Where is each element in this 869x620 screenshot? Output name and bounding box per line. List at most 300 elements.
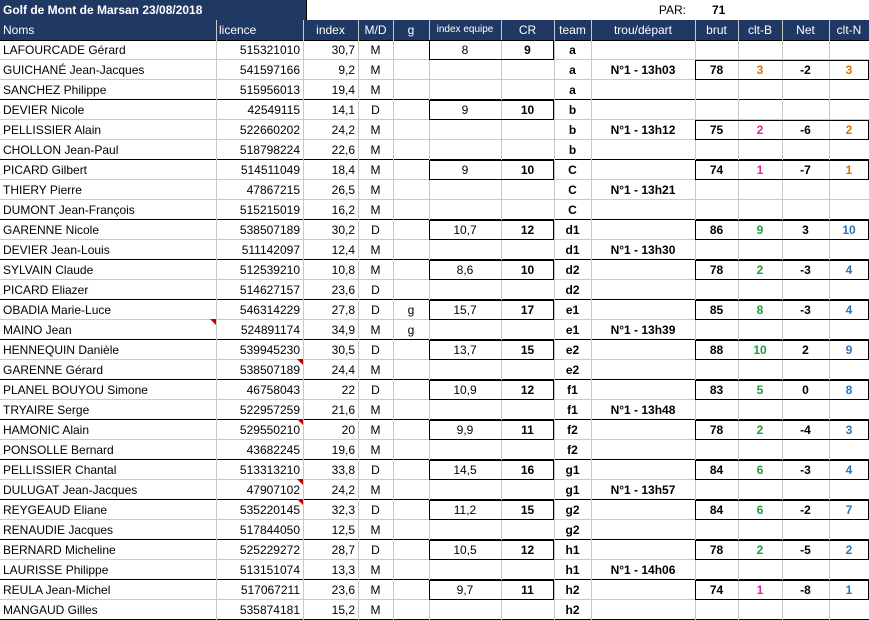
cr-cell — [501, 560, 554, 580]
g-cell — [393, 420, 429, 440]
licence-cell: 43682245 — [246, 443, 300, 457]
column-header: index — [303, 20, 358, 40]
index-cell: 24,2 — [331, 123, 355, 137]
cr-cell — [501, 60, 554, 80]
name-cell: PELLISSIER Chantal — [3, 463, 117, 477]
tee-time-cell — [591, 460, 695, 480]
index-cell: 27,8 — [331, 303, 355, 317]
name-cell: HAMONIC Alain — [3, 423, 90, 437]
gross-rank-cell: 6 — [756, 503, 764, 517]
licence-cell: 538507189 — [239, 223, 300, 237]
gender-cell: D — [371, 343, 380, 357]
name-cell: GUICHANÉ Jean-Jacques — [3, 63, 145, 77]
gross-rank-cell — [738, 440, 782, 460]
gender-cell: M — [370, 443, 381, 457]
licence-cell: 535874181 — [239, 603, 300, 617]
gross-rank-cell: 8 — [756, 303, 764, 317]
team-index-cell: 8,6 — [456, 263, 474, 277]
licence-cell: 524891174 — [240, 323, 300, 337]
team-index-cell — [429, 200, 501, 220]
name-cell: DUMONT Jean-François — [3, 203, 135, 217]
team-index-cell — [429, 320, 501, 340]
net-rank-cell: 10 — [842, 223, 856, 237]
g-cell — [393, 240, 429, 260]
cr-cell — [501, 440, 554, 460]
name-cell: DULUGAT Jean-Jacques — [3, 483, 138, 497]
gross-cell: 84 — [709, 503, 724, 517]
tee-time-cell — [591, 220, 695, 240]
net-rank-cell: 2 — [845, 123, 853, 137]
gender-cell: M — [370, 603, 381, 617]
g-cell — [393, 80, 429, 100]
gross-rank-cell: 1 — [756, 583, 764, 597]
gross-rank-cell: 2 — [756, 263, 764, 277]
gender-cell: M — [370, 523, 381, 537]
name-cell: PICARD Gilbert — [3, 163, 88, 177]
team-index-box — [429, 580, 554, 600]
gender-cell: M — [370, 263, 381, 277]
team-cell: d1 — [565, 223, 580, 237]
comment-marker-icon — [297, 419, 303, 425]
cr-cell: 12 — [520, 223, 535, 237]
cr-cell: 12 — [520, 543, 535, 557]
gender-cell: M — [370, 143, 381, 157]
g-cell — [393, 140, 429, 160]
licence-cell: 513313210 — [239, 463, 300, 477]
team-index-cell — [429, 80, 501, 100]
gross-cell: 75 — [709, 123, 724, 137]
g-cell — [393, 480, 429, 500]
licence-cell: 518798224 — [239, 143, 300, 157]
index-cell: 33,8 — [331, 463, 355, 477]
cr-cell: 12 — [520, 383, 535, 397]
net-rank-cell — [829, 140, 869, 160]
team-index-cell: 9,7 — [456, 583, 474, 597]
gross-rank-cell: 3 — [756, 63, 764, 77]
gross-rank-cell: 1 — [756, 163, 764, 177]
gender-cell: M — [370, 563, 381, 577]
comment-marker-icon — [297, 359, 303, 365]
team-cell: g2 — [565, 503, 580, 517]
gross-rank-cell — [738, 80, 782, 100]
licence-cell: 515321010 — [239, 43, 300, 57]
gross-cell — [695, 360, 738, 380]
name-cell: PICARD Eliazer — [3, 283, 89, 297]
score-box — [695, 500, 869, 520]
team-cell: b — [568, 103, 577, 117]
name-cell: RENAUDIE Jacques — [3, 523, 114, 537]
g-cell — [393, 520, 429, 540]
net-cell — [782, 180, 829, 200]
g-cell — [393, 180, 429, 200]
tee-time-cell — [591, 160, 695, 180]
net-cell — [782, 600, 829, 620]
team-index-cell — [429, 60, 501, 80]
name-cell: REULA Jean-Michel — [3, 583, 111, 597]
comment-marker-icon — [297, 499, 303, 505]
tee-time-cell — [591, 500, 695, 520]
net-rank-cell — [829, 480, 869, 500]
g-cell: g — [407, 323, 415, 337]
g-cell — [393, 120, 429, 140]
index-cell: 14,1 — [331, 103, 355, 117]
tee-time-cell — [591, 80, 695, 100]
index-cell: 13,3 — [331, 563, 355, 577]
index-cell: 18,4 — [331, 163, 355, 177]
net-cell — [782, 480, 829, 500]
tee-time-cell: N°1 - 14h06 — [610, 563, 676, 577]
tee-time-cell — [591, 260, 695, 280]
team-index-cell: 9 — [461, 163, 469, 177]
net-rank-cell — [829, 560, 869, 580]
team-cell: g1 — [565, 483, 580, 497]
net-rank-cell — [829, 100, 869, 120]
net-cell — [782, 240, 829, 260]
team-index-cell — [429, 120, 501, 140]
index-cell: 24,4 — [331, 363, 355, 377]
tee-time-cell — [591, 300, 695, 320]
team-index-box — [429, 500, 554, 520]
net-cell: -8 — [800, 583, 811, 597]
score-box — [695, 460, 869, 480]
g-cell — [393, 60, 429, 80]
score-box — [695, 420, 869, 440]
column-header: trou/départ — [591, 20, 695, 40]
column-header: clt-N — [829, 20, 869, 40]
name-cell: LAFOURCADE Gérard — [3, 43, 126, 57]
column-header: licence — [216, 20, 303, 40]
licence-cell: 515956013 — [239, 83, 300, 97]
net-cell: -5 — [800, 543, 811, 557]
team-cell: h1 — [565, 543, 580, 557]
g-cell — [393, 200, 429, 220]
team-index-cell — [429, 560, 501, 580]
cr-cell — [501, 280, 554, 300]
licence-cell: 47867215 — [246, 183, 300, 197]
gross-rank-cell — [738, 200, 782, 220]
column-header: team — [554, 20, 591, 40]
name-cell: OBADIA Marie-Luce — [3, 303, 112, 317]
team-index-box — [429, 160, 554, 180]
cr-cell: 15 — [520, 503, 535, 517]
net-cell — [782, 360, 829, 380]
name-cell: HENNEQUIN Danièle — [3, 343, 120, 357]
net-rank-cell — [829, 600, 869, 620]
net-rank-cell: 7 — [845, 503, 853, 517]
net-cell: -7 — [800, 163, 811, 177]
sheet-title: Golf de Mont de Marsan 23/08/2018 — [0, 0, 306, 20]
net-cell: 2 — [802, 343, 809, 357]
name-cell: REYGEAUD Eliane — [3, 503, 108, 517]
cr-cell — [501, 600, 554, 620]
score-box — [695, 340, 869, 360]
name-cell: BERNARD Micheline — [3, 543, 116, 557]
column-header: CR — [501, 20, 554, 40]
team-index-cell: 10,7 — [453, 223, 477, 237]
g-cell — [393, 600, 429, 620]
team-index-cell — [429, 520, 501, 540]
gross-cell — [695, 200, 738, 220]
column-header: clt-B — [738, 20, 782, 40]
team-index-box — [429, 300, 554, 320]
g-cell — [393, 380, 429, 400]
gross-cell — [695, 520, 738, 540]
net-cell — [782, 80, 829, 100]
team-index-cell — [429, 140, 501, 160]
team-index-box — [429, 420, 554, 440]
net-rank-cell — [829, 360, 869, 380]
cr-cell: 10 — [520, 103, 535, 117]
team-index-cell — [429, 360, 501, 380]
net-rank-cell — [829, 240, 869, 260]
tee-time-cell — [591, 540, 695, 560]
gross-rank-cell — [738, 240, 782, 260]
team-cell: d2 — [565, 283, 580, 297]
team-index-box — [429, 340, 554, 360]
gross-rank-cell — [738, 320, 782, 340]
index-cell: 28,7 — [331, 543, 355, 557]
name-cell: GARENNE Gérard — [3, 363, 104, 377]
team-index-cell — [429, 280, 501, 300]
g-cell — [393, 560, 429, 580]
gross-rank-cell: 5 — [756, 383, 764, 397]
team-index-cell — [429, 400, 501, 420]
team-cell: f1 — [567, 403, 578, 417]
licence-cell: 538507189 — [239, 363, 300, 377]
index-cell: 19,6 — [331, 443, 355, 457]
name-cell: MANGAUD Gilles — [3, 603, 98, 617]
name-cell: GARENNE Nicole — [3, 223, 100, 237]
team-cell: g2 — [565, 523, 580, 537]
team-index-cell: 10,9 — [453, 383, 477, 397]
net-rank-cell — [829, 520, 869, 540]
gross-cell — [695, 600, 738, 620]
licence-cell: 47907102 — [246, 483, 300, 497]
cr-cell — [501, 120, 554, 140]
team-cell: b — [568, 123, 577, 137]
name-cell: MAINO Jean — [3, 323, 72, 337]
score-box — [695, 220, 869, 240]
net-cell — [782, 200, 829, 220]
gross-cell — [695, 140, 738, 160]
name-cell: LAURISSE Philippe — [3, 563, 109, 577]
net-rank-cell: 8 — [845, 383, 853, 397]
team-cell: b — [568, 143, 577, 157]
gender-cell: M — [370, 183, 381, 197]
team-index-box — [429, 380, 554, 400]
tee-time-cell — [591, 380, 695, 400]
net-cell: -3 — [800, 263, 811, 277]
net-rank-cell: 4 — [845, 263, 853, 277]
cr-cell — [501, 520, 554, 540]
gender-cell: M — [370, 583, 381, 597]
team-index-box — [429, 460, 554, 480]
gross-rank-cell — [738, 280, 782, 300]
tee-time-cell — [591, 520, 695, 540]
net-rank-cell — [829, 280, 869, 300]
index-cell: 20 — [341, 423, 355, 437]
index-cell: 16,2 — [331, 203, 355, 217]
tee-time-cell — [591, 600, 695, 620]
licence-cell: 539945230 — [239, 343, 300, 357]
team-cell: f2 — [567, 443, 578, 457]
tee-time-cell — [591, 580, 695, 600]
team-index-cell — [429, 240, 501, 260]
team-index-cell: 10,5 — [453, 543, 477, 557]
gender-cell: M — [370, 483, 381, 497]
gross-rank-cell — [738, 40, 782, 60]
index-cell: 15,2 — [331, 603, 355, 617]
gross-rank-cell: 2 — [756, 423, 764, 437]
gross-cell — [695, 240, 738, 260]
comment-marker-icon — [297, 479, 303, 485]
name-cell: TRYAIRE Serge — [3, 403, 90, 417]
team-cell: C — [568, 183, 577, 197]
g-cell — [393, 460, 429, 480]
tee-time-cell: N°1 - 13h03 — [610, 63, 676, 77]
gender-cell: D — [371, 503, 380, 517]
gross-cell: 74 — [709, 583, 724, 597]
gross-cell: 78 — [709, 263, 724, 277]
cr-cell — [501, 180, 554, 200]
net-cell: -3 — [800, 463, 811, 477]
team-cell: f2 — [567, 423, 578, 437]
net-cell — [782, 520, 829, 540]
net-rank-cell: 2 — [845, 543, 853, 557]
tee-time-cell: N°1 - 13h57 — [610, 483, 676, 497]
net-cell: -3 — [800, 303, 811, 317]
gross-cell: 85 — [709, 303, 724, 317]
team-cell: e2 — [565, 343, 580, 357]
name-cell: DEVIER Jean-Louis — [3, 243, 110, 257]
net-rank-cell — [829, 200, 869, 220]
cr-cell: 15 — [520, 343, 535, 357]
team-cell: h1 — [565, 563, 580, 577]
team-cell: C — [568, 203, 577, 217]
gender-cell: D — [371, 283, 380, 297]
licence-cell: 511142097 — [241, 243, 300, 257]
index-cell: 30,5 — [331, 343, 355, 357]
team-cell: d1 — [565, 243, 580, 257]
index-cell: 12,4 — [331, 243, 355, 257]
gross-rank-cell: 10 — [753, 343, 767, 357]
score-box — [695, 120, 869, 140]
cr-cell — [501, 360, 554, 380]
gross-rank-cell: 2 — [756, 543, 764, 557]
net-cell — [782, 320, 829, 340]
score-box — [695, 160, 869, 180]
gender-cell: M — [370, 203, 381, 217]
name-cell: PONSOLLE Bernard — [3, 443, 114, 457]
team-index-box — [429, 220, 554, 240]
cr-cell: 17 — [520, 303, 535, 317]
gross-cell — [695, 480, 738, 500]
team-index-cell: 9 — [461, 103, 469, 117]
gross-cell: 78 — [709, 543, 724, 557]
team-cell: a — [569, 83, 576, 97]
tee-time-cell — [591, 340, 695, 360]
index-cell: 22 — [341, 383, 355, 397]
g-cell — [393, 340, 429, 360]
column-header: Noms — [0, 20, 216, 40]
index-cell: 30,2 — [331, 223, 355, 237]
cr-cell — [501, 140, 554, 160]
net-cell — [782, 40, 829, 60]
cr-cell — [501, 240, 554, 260]
team-index-cell: 9,9 — [456, 423, 474, 437]
team-cell: d2 — [565, 263, 580, 277]
gross-cell: 83 — [709, 383, 724, 397]
licence-cell: 514511049 — [240, 163, 300, 177]
net-cell — [782, 100, 829, 120]
team-index-cell: 14,5 — [453, 463, 477, 477]
gender-cell: M — [370, 363, 381, 377]
gross-rank-cell: 2 — [756, 123, 764, 137]
cr-cell: 10 — [520, 163, 535, 177]
team-cell: f1 — [567, 383, 578, 397]
team-cell: e1 — [565, 303, 580, 317]
comment-marker-icon — [210, 319, 216, 325]
licence-cell: 512539210 — [239, 263, 300, 277]
licence-cell: 522660202 — [239, 123, 300, 137]
name-cell: PELLISSIER Alain — [3, 123, 102, 137]
index-cell: 26,5 — [331, 183, 355, 197]
score-box — [695, 260, 869, 280]
net-cell — [782, 140, 829, 160]
gross-rank-cell: 6 — [756, 463, 764, 477]
net-cell: 0 — [802, 383, 809, 397]
net-rank-cell: 1 — [845, 583, 853, 597]
score-box — [695, 60, 869, 80]
gender-cell: M — [370, 63, 381, 77]
net-rank-cell — [829, 400, 869, 420]
gross-rank-cell — [738, 560, 782, 580]
net-rank-cell: 4 — [845, 463, 853, 477]
gender-cell: D — [371, 103, 380, 117]
gross-cell: 84 — [709, 463, 724, 477]
licence-cell: 541597166 — [239, 63, 300, 77]
net-rank-cell: 1 — [845, 163, 853, 177]
column-header: M/D — [358, 20, 393, 40]
cr-cell — [501, 400, 554, 420]
g-cell — [393, 440, 429, 460]
licence-cell: 513151074 — [239, 563, 300, 577]
cr-cell — [501, 200, 554, 220]
team-index-cell — [429, 480, 501, 500]
index-cell: 12,5 — [331, 523, 355, 537]
par-label: PAR: — [658, 3, 686, 17]
g-cell — [393, 580, 429, 600]
net-cell: -4 — [800, 423, 811, 437]
score-box — [695, 580, 869, 600]
licence-cell: 517067211 — [240, 583, 300, 597]
team-index-box — [429, 540, 554, 560]
gross-cell: 78 — [709, 63, 724, 77]
index-cell: 9,2 — [338, 63, 355, 77]
net-cell: -2 — [800, 63, 811, 77]
score-box — [695, 380, 869, 400]
g-cell: g — [407, 303, 415, 317]
score-box — [695, 540, 869, 560]
gender-cell: M — [370, 323, 381, 337]
net-rank-cell — [829, 440, 869, 460]
cr-cell: 11 — [521, 583, 534, 597]
gross-rank-cell — [738, 600, 782, 620]
gender-cell: M — [370, 423, 381, 437]
gender-cell: M — [370, 243, 381, 257]
column-header: Net — [782, 20, 829, 40]
team-index-box — [429, 40, 554, 60]
